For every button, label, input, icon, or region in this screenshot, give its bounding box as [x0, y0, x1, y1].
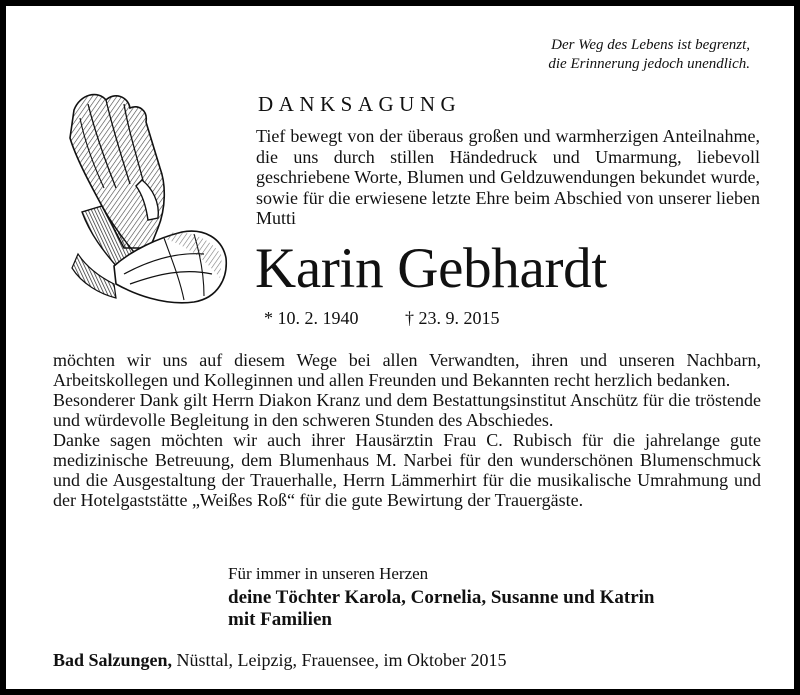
thanks-paragraph-3: Danke sagen möchten wir auch ihrer Hausärztin Frau C. Rubisch für die jahrelange gute medizinische Betreuung, dem Blumenhaus M. Narbei für den wunderschönen Blumenschmuck und die Ausgestaltung der Trauerhalle, Herrn Lämmerhirt für die musikalische Umrahmung und der Hotelgaststätte „Weißes Roß“ für die gute Bewirtung der Trauergäste.	[53, 430, 761, 510]
location-date-line	[53, 650, 506, 671]
thanks-paragraph-2: Besonderer Dank gilt Herrn Diakon Kranz und dem Bestattungsinstitut Anschütz für die tröstende und würdevolle Begleitung in den schweren Stunden des Abschiedes.	[53, 390, 761, 430]
praying-hands-icon	[54, 88, 234, 306]
birth-date: * 10. 2. 1940	[264, 308, 359, 328]
intro-text: Tief bewegt von der überaus großen und warmherzigen Anteilnahme, die uns durch stillen Händedruck und Umarmung, liebevoll geschriebene Worte, Blumen und Geldzuwendungen bekundet wurde, sowie für die erwiesene letzte Ehre beim Abschied von unserer lieben Mutti	[256, 126, 760, 228]
life-dates	[264, 308, 500, 329]
deceased-name: Karin Gebhardt	[255, 237, 607, 300]
family-line-1: deine Töchter Karola, Cornelia, Susanne und Katrin	[228, 587, 655, 608]
closing-line: Für immer in unseren Herzen	[228, 564, 429, 583]
location-rest: Nüsttal, Leipzig, Frauensee, im Oktober 2015	[172, 650, 507, 670]
thanks-body	[53, 350, 761, 510]
epigraph-quote	[548, 36, 750, 74]
thanks-paragraph-1: möchten wir uns auf diesem Wege bei allen Verwandten, ihren und unseren Nachbarn, Arbeitskollegen und Kolleginnen und allen Freunden und Bekannten recht herzlich bedanken.	[53, 350, 761, 390]
location-city: Bad Salzungen,	[53, 650, 173, 670]
quote-line-1: Der Weg des Lebens ist begrenzt,	[551, 37, 750, 53]
family-line-2: mit Familien	[228, 609, 332, 630]
family-signature	[228, 587, 748, 631]
quote-line-2: die Erinnerung jedoch unendlich.	[548, 56, 750, 72]
death-date: † 23. 9. 2015	[405, 308, 500, 328]
heading-danksagung: DANKSAGUNG	[258, 92, 462, 116]
